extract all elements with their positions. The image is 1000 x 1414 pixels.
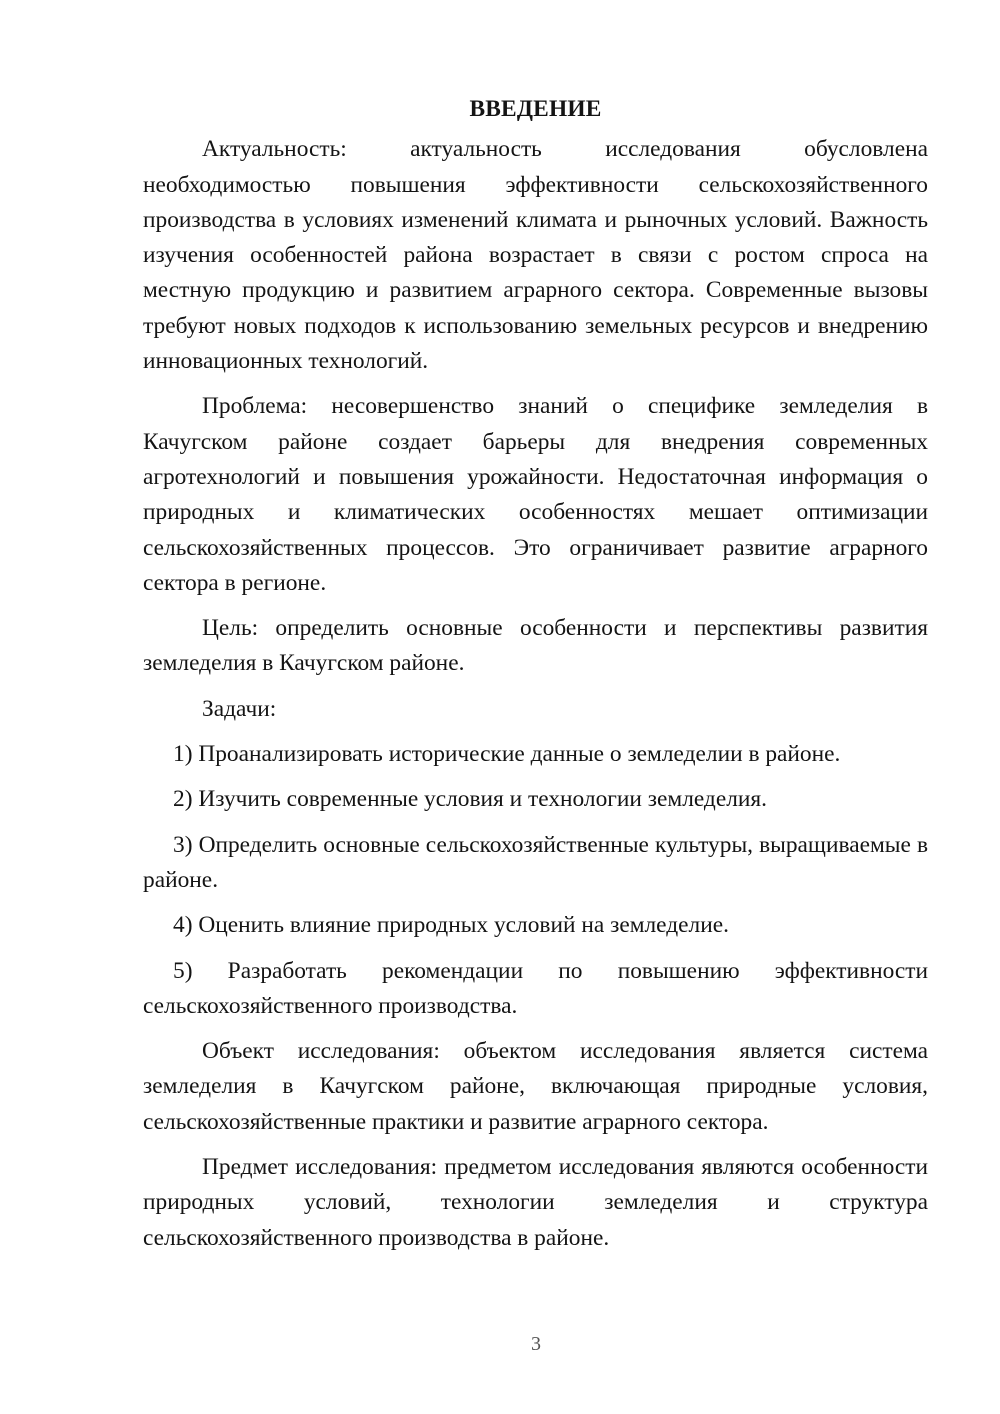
tasks-label: Задачи: xyxy=(202,695,277,722)
section-heading: ВВЕДЕНИЕ xyxy=(469,96,602,122)
goal-paragraph: Цель: определить основные особенности и перспективы развития земледелия в Качугском районе. xyxy=(143,615,928,677)
relevance-paragraph: Актуальность: актуальность исследования обусловлена необходимостью повышения эффективности сельскохозяйственного производства в условиях изменений климата и рыночных условий. Важность изучения особенностей района возрастает в связи с ростом спроса на местную продукцию и развитием аграрного сектора. Современные вызовы требуют новых подходов к использованию земельных ресурсов и внедрению инновационных технологий. xyxy=(143,136,928,375)
object-paragraph: Объект исследования: объектом исследования является система земледелия в Качугском районе, включающая природные условия, сельскохозяйственные практики и развитие аграрного сектора. xyxy=(143,1038,928,1135)
problem-paragraph: Проблема: несовершенство знаний о специфике земледелия в Качугском районе создает барьеры для внедрения современных агротехнологий и повышения урожайности. Недостаточная информация о природных и климатических особенностях мешает оптимизации сельскохозяйственных процессов. Это ограничивает развитие аграрного сектора в регионе. xyxy=(143,393,928,596)
task-item-3: 3) Определить основные сельскохозяйственные культуры, выращиваемые в районе. xyxy=(143,831,928,893)
subject-paragraph: Предмет исследования: предметом исследования являются особенности природных условий, технологии земледелия и структура сельскохозяйственного производства в районе. xyxy=(143,1154,928,1251)
task-item-5: 5) Разработать рекомендации по повышению эффективности сельскохозяйственного производства. xyxy=(143,957,928,1019)
task-item-2: 2) Изучить современные условия и технологии земледелия. xyxy=(173,786,768,813)
page-number: 3 xyxy=(531,1333,541,1355)
page-content xyxy=(143,92,928,1266)
task-item-4: 4) Оценить влияние природных условий на земледелие. xyxy=(173,912,729,939)
task-item-1: 1) Проанализировать исторические данные о земледелии в районе. xyxy=(173,741,841,768)
